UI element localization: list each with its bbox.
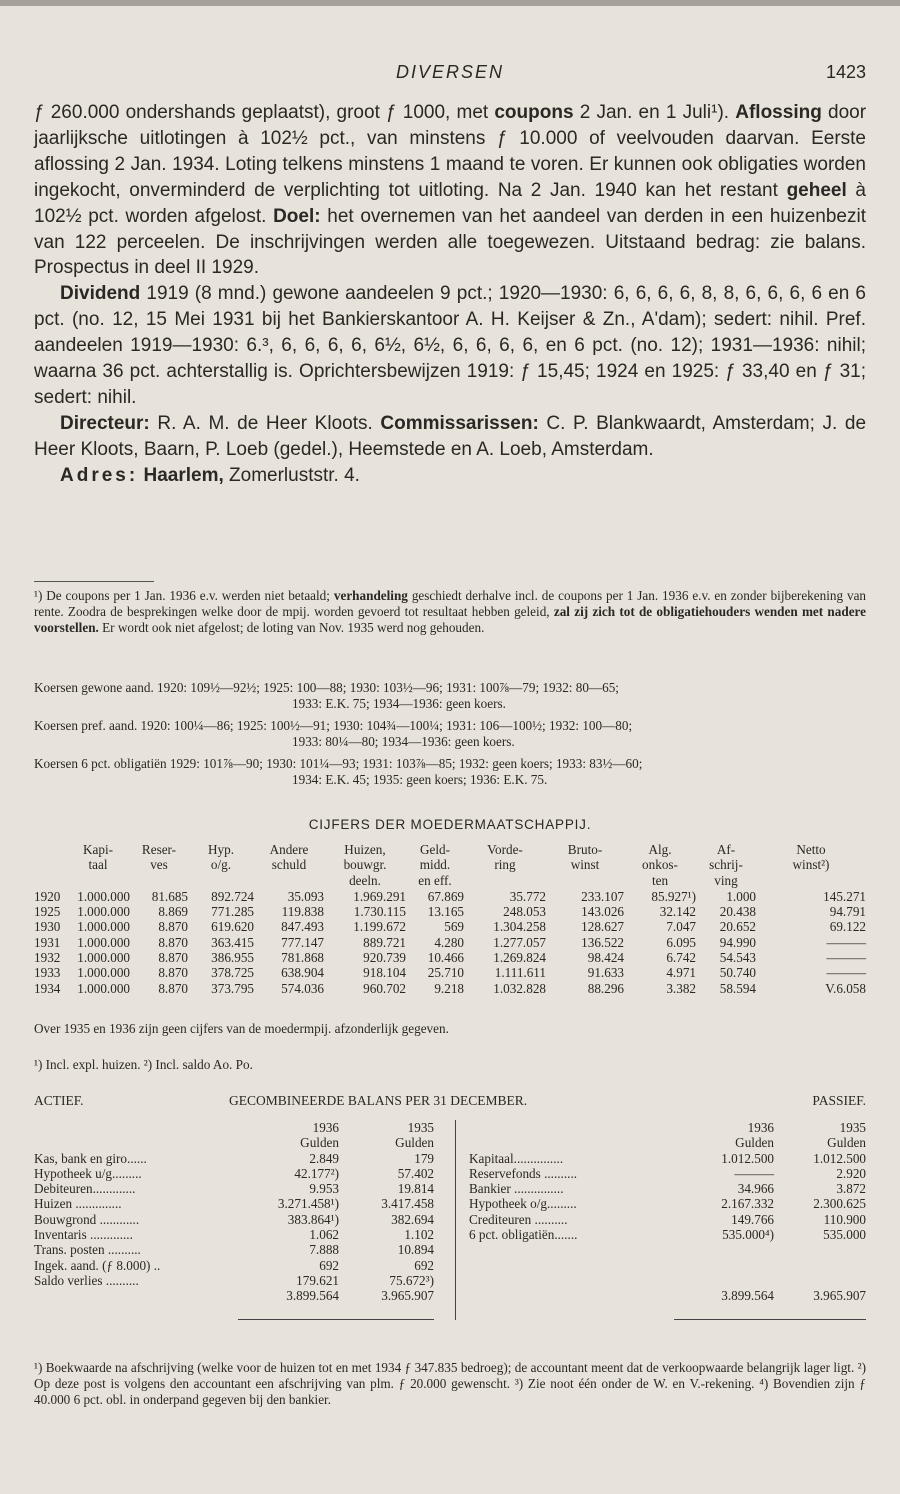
column-header: taal xyxy=(88,857,108,873)
table-cell: 920.739 xyxy=(363,950,406,966)
page-number: 1423 xyxy=(825,62,866,82)
table-cell: 8.870 xyxy=(158,950,188,966)
bold-term: coupons xyxy=(494,102,574,123)
table-cell xyxy=(434,1288,469,1303)
table-cell: 1.000.000 xyxy=(77,965,130,981)
table-cell: 386.955 xyxy=(211,950,254,966)
table-cell: 363.415 xyxy=(211,934,254,950)
column-header: Reser- xyxy=(141,842,177,857)
row-label: Kapitaal............... xyxy=(469,1150,564,1166)
table-cell: 1.111.611 xyxy=(494,965,546,981)
table-cell: 8.870 xyxy=(158,980,188,996)
passief-label: PASSIEF. xyxy=(812,1093,866,1108)
column-header: Andere xyxy=(269,842,309,857)
column-header xyxy=(34,873,66,889)
column-header xyxy=(130,873,188,889)
table-cell: 57.402 xyxy=(397,1165,434,1181)
column-header: o/g. xyxy=(210,857,232,873)
sum-rule-passief xyxy=(674,1319,866,1320)
table-cell: 777.147 xyxy=(281,934,324,950)
table-cell: 1.012.500 xyxy=(721,1150,774,1166)
table-cell: 2.167.332 xyxy=(721,1196,774,1212)
table-row xyxy=(34,1258,866,1273)
table-cell: 20.438 xyxy=(719,904,756,920)
table-cell: 54.543 xyxy=(719,950,756,966)
table-cell: 1.304.258 xyxy=(493,919,546,935)
table-cell xyxy=(434,1135,469,1150)
table-cell: 1.199.672 xyxy=(353,919,406,935)
balans-table xyxy=(34,1120,866,1304)
table-cell: 535.000⁴) xyxy=(722,1227,774,1243)
table-cell: 1.000.000 xyxy=(77,919,130,935)
table-cell: 1.032.828 xyxy=(493,980,546,996)
table-row xyxy=(34,919,866,934)
table-cell xyxy=(434,1166,469,1181)
table-cell: Gulden xyxy=(395,1135,434,1151)
year-cell: 1932 xyxy=(34,950,61,966)
table-cell xyxy=(774,1242,866,1257)
table-row xyxy=(34,1196,866,1211)
table-cell: 889.721 xyxy=(363,934,406,950)
bold-term: Directeur: xyxy=(60,412,150,434)
text-run: Koersen 6 pct. obligatiën 1929: 101⅞—90; 1930: 101¼—93; 1931: 103⅞—85; 1932: geen koers; 1933: 83½—60; xyxy=(34,756,643,771)
koers-line xyxy=(34,756,866,788)
bold-term: zal zij zich tot de obligatiehouders wenden met nadere voorstellen. xyxy=(34,604,867,635)
column-header: ving xyxy=(714,872,738,888)
bold-term: verhandeling xyxy=(333,588,408,603)
table-cell: 88.296 xyxy=(587,980,624,996)
table-cell xyxy=(434,1196,469,1211)
table-cell: 1.730.115 xyxy=(353,904,406,920)
table-cell: 619.620 xyxy=(211,919,254,935)
bold-term: Commissarissen: xyxy=(380,412,539,434)
table-cell: Gulden xyxy=(827,1135,866,1151)
column-header: Hyp. xyxy=(207,842,234,857)
row-label: Huizen .............. xyxy=(34,1196,122,1212)
header-row xyxy=(34,857,866,872)
table-cell: 179 xyxy=(414,1150,434,1166)
table-cell: 3.899.564 xyxy=(286,1288,339,1304)
table-cell: 42.177²) xyxy=(294,1165,339,1181)
table-cell: ——— xyxy=(826,934,866,950)
column-header: Geld- xyxy=(419,842,451,857)
row-label xyxy=(469,1135,674,1150)
table-cell: 8.870 xyxy=(158,965,188,981)
row-label xyxy=(34,1120,239,1135)
table-cell xyxy=(434,1120,469,1135)
table-cell xyxy=(674,1273,774,1288)
text-run: R. A. M. de Heer Kloots. xyxy=(157,412,373,434)
table-cell: 35.772 xyxy=(509,888,546,904)
table-cell: 19.814 xyxy=(397,1181,434,1197)
cijfers-table xyxy=(34,842,866,996)
text-run: C. P. Blankwaardt, Amsterdam; J. de Heer Kloots, Baarn, P. Loeb (gedel.), Heemstede en A. Loeb, Amsterdam. xyxy=(34,412,867,460)
table-cell xyxy=(434,1181,469,1196)
footnote-coupons xyxy=(34,588,866,636)
section-title: DIVERSEN xyxy=(395,62,505,82)
column-header: midd. xyxy=(419,857,451,873)
text-run: Er wordt ook niet afgelost; de loting van Nov. 1935 werd nog gehouden. xyxy=(102,620,485,635)
table-cell: 94.791 xyxy=(829,904,866,920)
table-cell: 378.725 xyxy=(211,965,254,981)
column-header: Huizen, xyxy=(344,842,386,857)
table-cell: ——— xyxy=(734,1165,774,1181)
text-run: 2 Jan. en 1 Juli¹). xyxy=(579,102,730,123)
table-row xyxy=(34,904,866,919)
bold-term: Haarlem, xyxy=(143,464,224,486)
column-header: bouwgr. xyxy=(343,857,387,873)
table-row xyxy=(34,1151,866,1166)
table-row xyxy=(34,888,866,904)
table-cell: 892.724 xyxy=(211,888,254,904)
table-cell: 7.047 xyxy=(666,919,696,935)
koersen-block xyxy=(34,680,866,794)
table-cell xyxy=(674,1242,774,1257)
unit-header-row xyxy=(34,1135,866,1150)
column-header xyxy=(756,873,866,889)
bold-term: Doel: xyxy=(273,205,321,227)
table-cell: 1.269.824 xyxy=(493,950,546,966)
table-cell: 34.966 xyxy=(737,1181,774,1197)
row-label xyxy=(469,1120,674,1135)
text-run: Zomerluststr. 4. xyxy=(229,464,360,486)
year-cell: 1930 xyxy=(34,919,61,935)
table-row xyxy=(34,1227,866,1242)
column-header: Bruto- xyxy=(567,842,603,857)
table-cell: 67.869 xyxy=(427,888,464,904)
table-row xyxy=(34,965,866,980)
header-row xyxy=(34,873,866,889)
paragraph-directie xyxy=(34,411,866,463)
row-label: Hypotheek o/g......... xyxy=(469,1196,577,1212)
row-label: Bouwgrond ............ xyxy=(34,1211,140,1227)
table-cell: 3.965.907 xyxy=(813,1288,866,1304)
table-row xyxy=(34,950,866,965)
table-cell: 6.095 xyxy=(666,934,696,950)
table-cell: 574.036 xyxy=(281,980,324,996)
table-cell: 535.000 xyxy=(823,1227,866,1243)
table-row xyxy=(34,1212,866,1227)
table-cell: 69.122 xyxy=(829,919,866,935)
text-run: 1933: 80¼—80; 1934—1936: geen koers. xyxy=(292,734,515,749)
table-cell: 3.965.907 xyxy=(381,1288,434,1304)
table-cell: 81.685 xyxy=(151,888,188,904)
row-label: Kas, bank en giro...... xyxy=(34,1150,147,1166)
row-label: 6 pct. obligatiën....... xyxy=(469,1227,578,1243)
table-cell: 50.740 xyxy=(719,965,756,981)
cijfers-title: CIJFERS DER MOEDERMAATSCHAPPIJ. xyxy=(308,817,592,832)
running-header xyxy=(34,62,866,86)
column-header: ten xyxy=(651,872,669,888)
table-cell xyxy=(434,1151,469,1166)
table-cell: 1.969.291 xyxy=(353,888,406,904)
column-header xyxy=(66,873,130,889)
text-run: Koersen gewone aand. 1920: 109½—92½; 1925: 100—88; 1930: 103½—96; 1931: 100⅞—79; 1932: 80—65; xyxy=(34,680,619,695)
table-cell: 1935 xyxy=(839,1120,866,1135)
bold-term: Dividend xyxy=(60,283,141,305)
table-cell: 7.888 xyxy=(309,1242,339,1258)
table-cell: 143.026 xyxy=(581,904,624,920)
row-label xyxy=(469,1288,674,1303)
row-label: Trans. posten .......... xyxy=(34,1242,141,1258)
table-cell: 1.012.500 xyxy=(813,1150,866,1166)
table-cell: 1.277.057 xyxy=(493,934,546,950)
table-cell: 1.062 xyxy=(309,1227,339,1243)
table-cell: 13.165 xyxy=(427,904,464,920)
column-header: en eff. xyxy=(418,872,452,888)
table-cell: 569 xyxy=(444,919,464,935)
row-label xyxy=(34,1135,239,1150)
table-cell: 692 xyxy=(414,1257,434,1273)
table-cell: 128.627 xyxy=(581,919,624,935)
table-cell: 179.621 xyxy=(296,1272,339,1288)
table-cell: 248.053 xyxy=(503,904,546,920)
table-cell: 1.000.000 xyxy=(77,934,130,950)
table-cell: 32.142 xyxy=(659,904,696,920)
column-header: schrij- xyxy=(709,857,743,873)
row-label: Hypotheek u/g......... xyxy=(34,1165,142,1181)
row-label: Crediteuren .......... xyxy=(469,1211,568,1227)
year-cell: 1931 xyxy=(34,934,61,950)
table-row xyxy=(34,935,866,950)
table-cell: 1936 xyxy=(312,1120,339,1135)
table-cell: 119.838 xyxy=(281,904,324,920)
row-label: Reservefonds .......... xyxy=(469,1165,578,1181)
column-header: ves xyxy=(150,857,168,873)
table-cell: 25.710 xyxy=(427,965,464,981)
table-cell: 91.633 xyxy=(587,965,624,981)
footnote-rule xyxy=(34,581,154,582)
table-cell: 145.271 xyxy=(823,888,866,904)
table-cell: 1935 xyxy=(407,1120,434,1135)
bold-term: Adres: xyxy=(60,464,139,486)
column-header: Vorde- xyxy=(487,842,523,857)
table-cell xyxy=(774,1258,866,1273)
table-cell xyxy=(674,1258,774,1273)
text-run: ƒ 260.000 ondershands geplaatst), groot ƒ 1000, met xyxy=(34,102,489,123)
year-cell: 1934 xyxy=(34,980,61,996)
table-cell: 2.920 xyxy=(836,1165,866,1181)
text-run: Koersen pref. aand. 1920: 100¼—86; 1925: 100½—91; 1930: 104¾—100¼; 1931: 106—100½; 1932: 100—80; xyxy=(34,718,633,733)
table-cell: 3.271.458¹) xyxy=(277,1196,339,1212)
table-cell: 9.218 xyxy=(434,980,464,996)
table-cell: 1936 xyxy=(747,1120,774,1135)
table-cell: 1.000 xyxy=(726,888,756,904)
table-cell: 233.107 xyxy=(581,888,624,904)
table-cell: 383.864¹) xyxy=(287,1211,339,1227)
table-cell: 10.894 xyxy=(397,1242,434,1258)
table-cell: 918.104 xyxy=(363,965,406,981)
bold-term: geheel xyxy=(786,179,847,201)
table-cell xyxy=(774,1273,866,1288)
table-cell: 1.000.000 xyxy=(77,904,130,920)
table-cell: 771.285 xyxy=(211,904,254,920)
table-cell: 3.899.564 xyxy=(721,1288,774,1304)
table-cell: 692 xyxy=(319,1257,339,1273)
row-label: Saldo verlies .......... xyxy=(34,1272,139,1288)
column-header xyxy=(188,873,254,889)
row-label: Debiteuren............. xyxy=(34,1181,136,1197)
balans-title: GECOMBINEERDE BALANS PER 31 DECEMBER. xyxy=(229,1093,528,1108)
table-cell: 75.672³) xyxy=(389,1272,434,1288)
table-cell: 8.869 xyxy=(158,904,188,920)
koers-line xyxy=(34,680,866,712)
row-label: Ingek. aand. (ƒ 8.000) .. xyxy=(34,1257,161,1273)
row-label xyxy=(34,1288,239,1303)
text-run: 1933: E.K. 75; 1934—1936: geen koers. xyxy=(292,696,506,711)
table-cell: 20.652 xyxy=(719,919,756,935)
table-cell: 1.102 xyxy=(404,1227,434,1243)
sum-rule-actief xyxy=(238,1319,434,1320)
table-cell: 2.300.625 xyxy=(813,1196,866,1212)
table-row xyxy=(34,981,866,996)
year-cell: 1920 xyxy=(34,888,61,904)
text-run: 1919 (8 mnd.) gewone aandeelen 9 pct.; 1920—1930: 6, 6, 6, 6, 8, 8, 6, 6, 6, 6 en 6 pct. (no. 12, 15 Mei 1931 bij het Bankierskantoor A. H. Keijser & Zn., A'dam); sedert: nihil. Pref. aandeelen 1919—1930: 6.³, 6, 6, 6, 6, 6½, 6½, 6, 6, 6, 6, en 6 pct. (no. 12); 1931—1936: nihil; waarna 36 pct. achterstallig is. Oprichtersbewijzen 1919: ƒ 15,45; 1924 en 1925: ƒ 33,40 en ƒ 31; sedert: nihil. xyxy=(34,283,866,408)
table-row xyxy=(34,1273,866,1288)
table-cell xyxy=(434,1212,469,1227)
table-cell: 9.953 xyxy=(309,1181,339,1197)
column-header xyxy=(34,842,66,857)
table-cell: 847.493 xyxy=(281,919,324,935)
column-header xyxy=(254,873,324,889)
table-cell: 58.594 xyxy=(719,980,756,996)
column-header: Alg. xyxy=(648,842,672,857)
table-cell xyxy=(434,1242,469,1257)
table-cell: 6.742 xyxy=(666,950,696,966)
table-cell: 10.466 xyxy=(427,950,464,966)
column-header: ring xyxy=(494,857,516,873)
table-cell: V.6.058 xyxy=(825,980,866,996)
column-header: Netto xyxy=(796,842,826,857)
row-label xyxy=(469,1258,674,1273)
table-cell: 98.424 xyxy=(587,950,624,966)
column-header: Kapi- xyxy=(82,842,114,857)
table-cell: ——— xyxy=(826,965,866,981)
text-run: geschiedt derhalve incl. de coupons per 1 Jan. 1936 e.v. en zonder bijberekening van rente. Zoodra de besprekingen welke door de mpij. worden gevoerd tot resultaat hebben geleid, xyxy=(34,588,867,619)
actief-label: ACTIEF. xyxy=(34,1093,84,1108)
column-header: winst²) xyxy=(792,857,830,873)
table-row xyxy=(34,1242,866,1257)
table-cell: 1.000.000 xyxy=(77,888,130,904)
column-header: schuld xyxy=(271,857,307,873)
table-cell: 4.971 xyxy=(666,965,696,981)
text-run: het overnemen van het aandeel van derden in een huizenbezit van 122 perceelen. De inschrijvingen werden alle toegewezen. Uitstaand bedrag: zie balans. Prospectus in deel II 1929. xyxy=(34,205,866,279)
table-cell: 85.927¹) xyxy=(651,888,696,904)
table-cell: 94.990 xyxy=(719,934,756,950)
table-cell: 3.872 xyxy=(836,1181,866,1197)
table-cell xyxy=(434,1258,469,1273)
text-run: à 102½ pct. worden afgelost. xyxy=(34,179,866,227)
main-text xyxy=(34,100,866,489)
column-header xyxy=(464,873,546,889)
paragraph-aflossing xyxy=(34,100,866,281)
total-row xyxy=(34,1288,866,1303)
table-cell: 373.795 xyxy=(211,980,254,996)
table-cell: 8.870 xyxy=(158,919,188,935)
table-row xyxy=(34,1166,866,1181)
column-header xyxy=(546,873,624,889)
table-cell xyxy=(434,1227,469,1242)
column-header: winst xyxy=(570,857,600,873)
table-cell: 1.000.000 xyxy=(77,950,130,966)
row-label: Inventaris ............. xyxy=(34,1227,133,1243)
scan-edge xyxy=(0,0,900,6)
text-run: 1934: E.K. 45; 1935: geen koers; 1936: E.K. 75. xyxy=(292,772,548,787)
year-cell: 1933 xyxy=(34,965,61,981)
paragraph-dividend xyxy=(34,281,866,411)
table-cell: 8.870 xyxy=(158,934,188,950)
column-header: onkos- xyxy=(642,857,678,873)
row-label xyxy=(469,1242,674,1257)
table-cell xyxy=(434,1273,469,1288)
table-cell: 2.849 xyxy=(309,1150,339,1166)
table-cell: 3.417.458 xyxy=(381,1196,434,1212)
koers-line xyxy=(34,718,866,750)
cijfers-note: Over 1935 en 1936 zijn geen cijfers van de moedermpij. afzonderlijk gegeven. xyxy=(34,1021,449,1036)
table-cell: 960.702 xyxy=(363,980,406,996)
table-cell: 4.280 xyxy=(434,934,464,950)
table-cell: 35.093 xyxy=(287,888,324,904)
table-cell: Gulden xyxy=(300,1135,339,1151)
header-row xyxy=(34,842,866,857)
paragraph-adres xyxy=(34,463,866,489)
balans-footnote: ¹) Boekwaarde na afschrijving (welke voor de huizen tot en met 1934 ƒ 347.835 bedroeg); de accountant meent dat de verkoopwaarde belangrijk lager ligt. ²) Op deze post is volgens den accountant een afschrijving van plm. ƒ 20.000 gewenscht. ³) Zie noot één onder de W. en V.-rekening. ⁴) Bovendien zijn ƒ 40.000 6 pct. obl. in onderpand gegeven bij den bankier. xyxy=(34,1360,866,1407)
row-label: Bankier ............... xyxy=(469,1181,564,1197)
cijfers-footnote: ¹) Incl. expl. huizen. ²) Incl. saldo Ao. Po. xyxy=(34,1057,253,1072)
table-cell: 136.522 xyxy=(581,934,624,950)
table-cell: ——— xyxy=(826,950,866,966)
row-label xyxy=(469,1273,674,1288)
bold-term: Aflossing xyxy=(735,102,822,123)
year-cell: 1925 xyxy=(34,904,61,920)
table-cell: 382.694 xyxy=(391,1211,434,1227)
table-cell: 149.766 xyxy=(731,1211,774,1227)
table-cell: 3.382 xyxy=(666,980,696,996)
text-run: door jaarlijksche uitlotingen à 102½ pct., van minstens ƒ 10.000 of veelvouden daarvan. Eerste aflossing 2 Jan. 1934. Loting telkens minstens 1 maand te voren. Er kunnen ook obligaties worden ingekocht, onverminderd de verplichting tot uitloting. Na 2 Jan. 1940 kan het restant xyxy=(34,102,867,201)
table-row xyxy=(34,1181,866,1196)
balans-divider xyxy=(455,1120,456,1320)
table-cell: 781.868 xyxy=(281,950,324,966)
year-header-row xyxy=(34,1120,866,1135)
table-cell: 110.900 xyxy=(823,1211,866,1227)
table-cell: 1.000.000 xyxy=(77,980,130,996)
column-header xyxy=(34,857,66,872)
text-run: ¹) De coupons per 1 Jan. 1936 e.v. werden niet betaald; xyxy=(34,588,330,603)
table-cell: Gulden xyxy=(735,1135,774,1151)
column-header: deeln. xyxy=(349,872,381,888)
table-cell: 638.904 xyxy=(281,965,324,981)
column-header: Af- xyxy=(716,842,736,857)
